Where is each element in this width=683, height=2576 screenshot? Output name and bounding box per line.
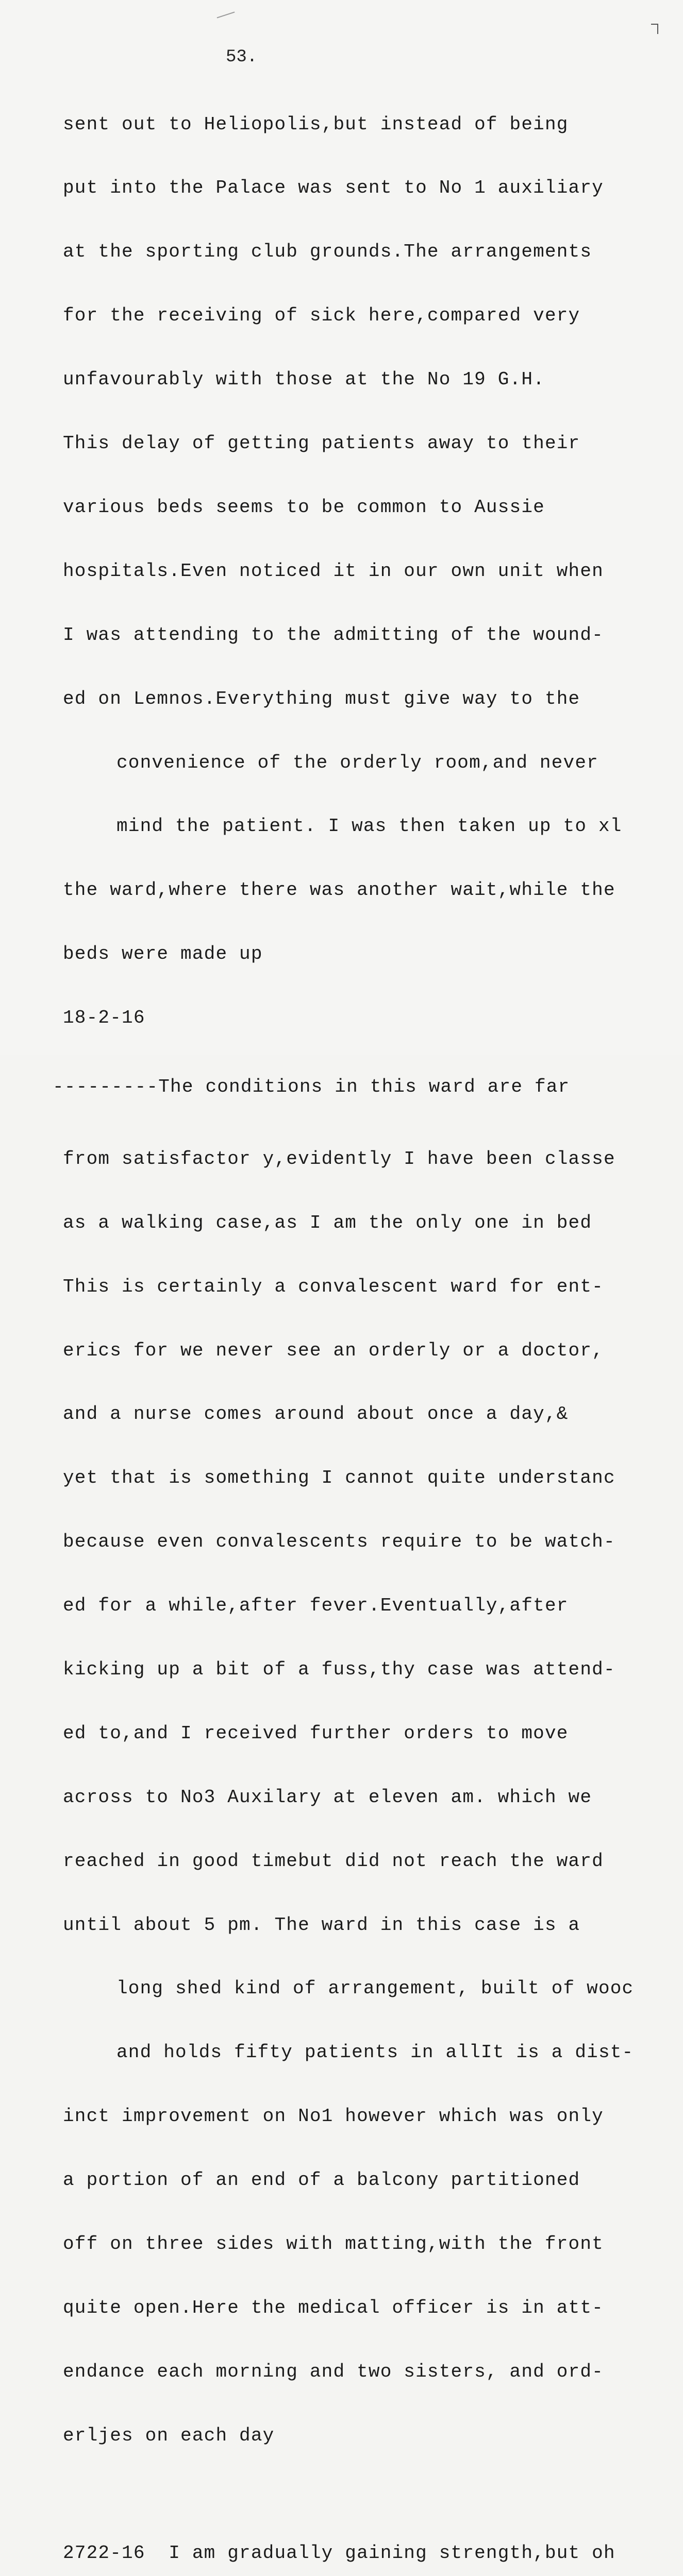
- text-line: kicking up a bit of a fuss,thy case was attend-: [63, 1658, 615, 1680]
- text-line: long shed kind of arrangement, built of wooc: [116, 1978, 634, 1999]
- text-line: mind the patient. I was then taken up to xl: [116, 816, 622, 837]
- text-line: ed on Lemnos.Everything must give way to the: [63, 688, 580, 709]
- text-line: and a nurse comes around about once a day,&: [63, 1403, 569, 1425]
- text-line: endance each morning and two sisters, and ord-: [63, 2361, 604, 2382]
- text-line: off on three sides with matting,with the front: [63, 2233, 604, 2255]
- text-line: the ward,where there was another wait,while the: [63, 879, 615, 901]
- text-line: unfavourably with those at the No 19 G.H.: [63, 369, 545, 391]
- text-line: inct improvement on No1 however which was only: [63, 2106, 604, 2127]
- text-line: quite open.Here the medical officer is in att-: [63, 2297, 604, 2318]
- text-line: and holds fifty patients in allIt is a dist-: [116, 2042, 634, 2063]
- page-number: 53.: [226, 47, 258, 67]
- text-line: across to No3 Auxilary at eleven am. which we: [63, 1786, 592, 1808]
- text-line: sent out to Heliopolis,but instead of being: [63, 113, 569, 135]
- diary-text: [53, 71, 666, 2576]
- text-line: hospitals.Even noticed it in our own unit when: [63, 560, 604, 582]
- text-line: erljes on each day: [63, 2425, 275, 2446]
- text-line: convenience of the orderly room,and never: [116, 752, 598, 773]
- text-line: erics for we never see an orderly or a doctor,: [63, 1340, 604, 1361]
- text-line: beds were made up: [63, 943, 263, 965]
- text-line: put into the Palace was sent to No 1 auxiliary: [63, 177, 604, 199]
- text-line: for the receiving of sick here,compared very: [63, 305, 580, 327]
- text-line: This is certainly a convalescent ward for ent-: [63, 1276, 604, 1297]
- ink-smudge: [217, 11, 235, 18]
- text-line: from satisfactor y,evidently I have been classe: [63, 1148, 615, 1170]
- entry-date: 18-2-16: [63, 1007, 145, 1029]
- text-line: ed for a while,after fever.Eventually,after: [63, 1595, 569, 1617]
- text-line: until about 5 pm. The ward in this case is a: [63, 1914, 580, 1936]
- text-line: because even convalescents require to be watch-: [63, 1531, 615, 1553]
- text-line: at the sporting club grounds.The arrangements: [63, 241, 592, 263]
- text-line: as a walking case,as I am the only one in bed: [63, 1212, 592, 1233]
- corner-mark: [651, 24, 658, 34]
- text-line: This delay of getting patients away to their: [63, 433, 580, 454]
- text-line: ed to,and I received further orders to move: [63, 1722, 569, 1744]
- text-line: I was attending to the admitting of the wound-: [63, 624, 604, 646]
- text-line: various beds seems to be common to Aussie: [63, 496, 545, 518]
- entry-line: 2722-16 I am gradually gaining strength,but oh: [63, 2543, 615, 2564]
- text-line: ---------The conditions in this ward are far: [53, 1076, 570, 1097]
- text-line: yet that is something I cannot quite understanc: [63, 1467, 615, 1489]
- text-line: reached in good timebut did not reach the ward: [63, 1850, 604, 1872]
- text-line: a portion of an end of a balcony partitioned: [63, 2170, 580, 2191]
- spacer: [63, 2489, 666, 2500]
